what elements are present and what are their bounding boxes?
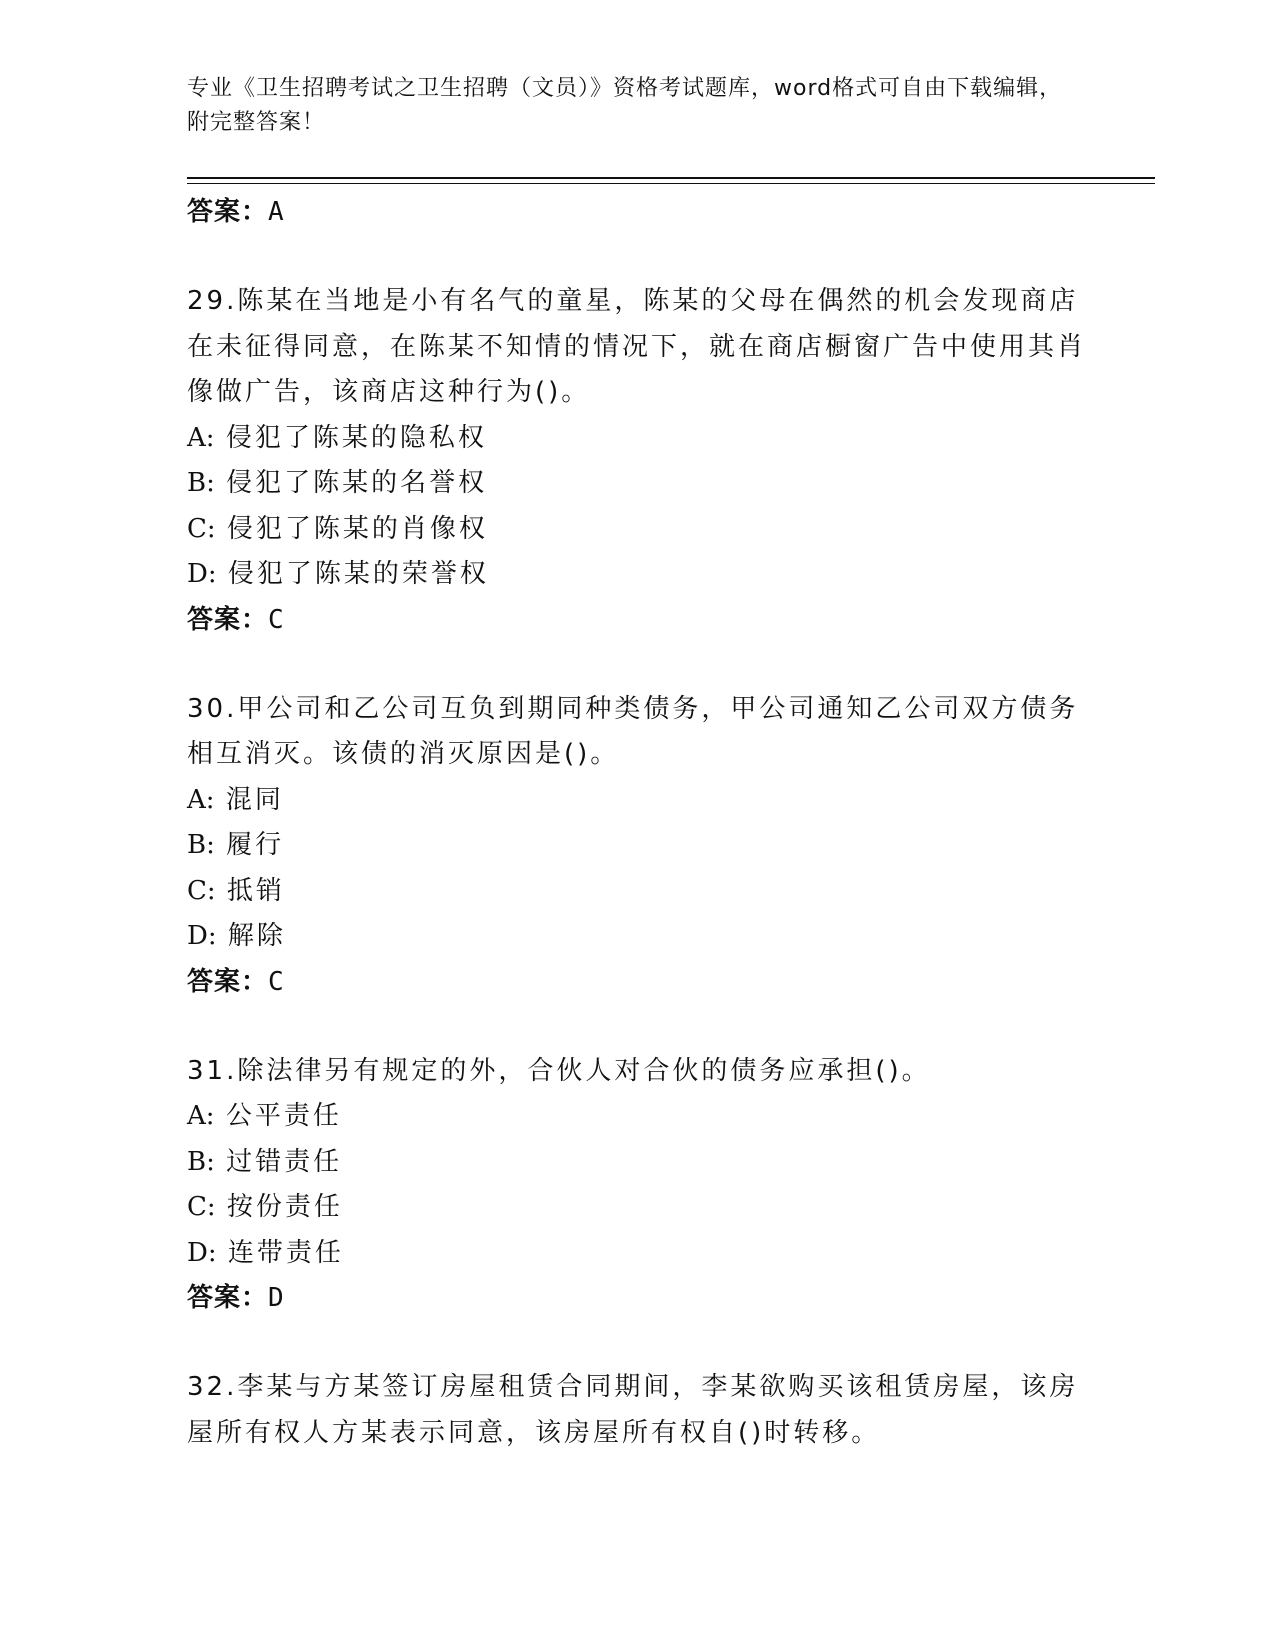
question-30: [187, 687, 1087, 1004]
document-content: [187, 190, 1087, 1456]
option-text: 公平责任: [225, 1101, 342, 1131]
option-c: [187, 507, 1087, 553]
option-text: 侵犯了陈某的隐私权: [225, 422, 487, 453]
header-divider-thin: [187, 183, 1155, 184]
option-text: 侵犯了陈某的名誉权: [226, 468, 488, 498]
option-text: 解除: [227, 921, 286, 951]
question-text: 31.除法律另有规定的外，合伙人对合伙的债务应承担()。: [187, 1055, 931, 1086]
question-text: 32.李某与方某签订房屋租赁合同期间，李某欲购买该租赁房屋，该房屋所有权人方某表示同意，该房屋所有权自()时转移。: [187, 1372, 1079, 1448]
option-a: [187, 778, 1087, 824]
answer-value: C: [268, 966, 285, 997]
question-32: [187, 1365, 1087, 1456]
option-letter: D:: [187, 1237, 217, 1268]
option-letter: B:: [187, 830, 215, 860]
option-letter: A:: [187, 784, 215, 815]
option-letter: B:: [187, 468, 215, 498]
answer-value: D: [268, 1283, 285, 1313]
answer-label: 答案：: [187, 966, 269, 997]
option-b: [187, 823, 1087, 869]
option-text: 抵销: [226, 875, 285, 906]
option-text: 过错责任: [226, 1146, 343, 1177]
answer-label: 答案：: [187, 604, 269, 635]
option-c: [187, 869, 1087, 915]
answer-label: 答案：: [187, 197, 269, 227]
option-a: [187, 416, 1087, 462]
question-text: 30.甲公司和乙公司互负到期同种类债务，甲公司通知乙公司双方债务相互消灭。该债的消灭原因是()。: [187, 693, 1079, 769]
question-29: [187, 279, 1087, 642]
question-31: [187, 1049, 1087, 1321]
answer-value: A: [268, 197, 285, 227]
option-text: 混同: [225, 784, 284, 815]
option-letter: C:: [187, 513, 216, 544]
option-letter: A:: [187, 422, 215, 453]
option-c: [187, 1185, 1087, 1231]
answer-line: [187, 190, 1087, 234]
option-letter: C:: [187, 1192, 216, 1222]
option-text: 履行: [226, 830, 285, 860]
question-text: 29.陈某在当地是小有名气的童星，陈某的父母在偶然的机会发现商店在未征得同意，在陈某不知情的情况下，就在商店橱窗广告中使用其肖像做广告，该商店这种行为()。: [187, 286, 1087, 407]
answer-line: [187, 1276, 1087, 1320]
option-text: 连带责任: [227, 1237, 344, 1268]
option-d: [187, 914, 1087, 960]
header-divider-thick: [187, 177, 1155, 179]
document-header: [187, 72, 1067, 140]
answer-line: [187, 960, 1087, 1004]
option-a: [187, 1094, 1087, 1140]
header-text: 专业《卫生招聘考试之卫生招聘（文员）》资格考试题库，word格式可自由下载编辑，附完整答案！: [187, 76, 1063, 135]
option-letter: C:: [187, 875, 216, 906]
option-b: [187, 461, 1087, 507]
option-d: [187, 1231, 1087, 1277]
option-b: [187, 1140, 1087, 1186]
answer-label: 答案：: [187, 1283, 269, 1313]
option-letter: A:: [187, 1101, 215, 1131]
answer-line: [187, 598, 1087, 642]
option-letter: D:: [187, 559, 217, 589]
option-letter: B:: [187, 1146, 215, 1177]
option-d: [187, 552, 1087, 598]
option-text: 侵犯了陈某的肖像权: [226, 513, 488, 544]
option-text: 侵犯了陈某的荣誉权: [227, 559, 489, 589]
answer-value: C: [268, 604, 285, 635]
option-text: 按份责任: [226, 1192, 343, 1222]
option-letter: D:: [187, 921, 217, 951]
